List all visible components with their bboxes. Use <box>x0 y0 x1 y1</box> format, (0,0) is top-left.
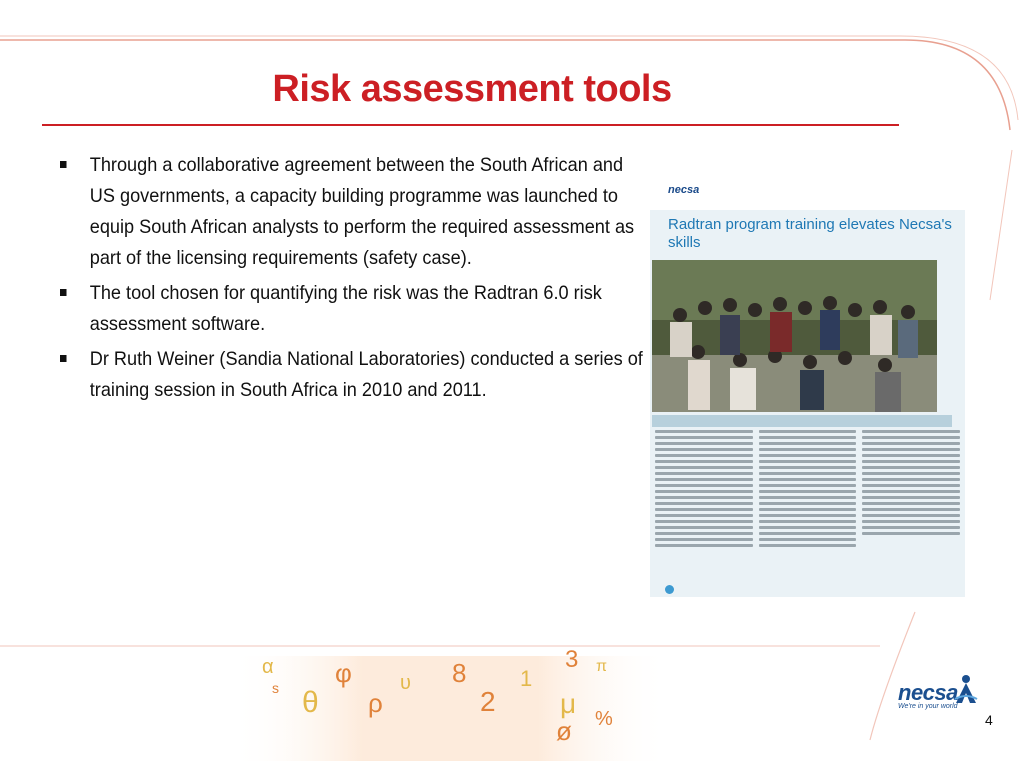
symbol-glyph: 1 <box>520 666 533 691</box>
bullet-square-icon <box>60 355 67 362</box>
symbol-glyph: 3 <box>565 646 579 673</box>
symbol-glyph: ρ <box>368 688 383 718</box>
title-underline <box>42 124 899 126</box>
newsletter-article-image <box>650 180 965 600</box>
symbol-glyph: s <box>272 680 279 696</box>
symbol-glyph: % <box>595 708 613 730</box>
page-number: 4 <box>985 712 993 728</box>
bullet-text: The tool chosen for quantifying the risk was the Radtran 6.0 risk assessment software. <box>89 282 602 335</box>
bullet-square-icon <box>60 289 67 296</box>
article-page-dot <box>665 585 674 594</box>
symbol-glyph: θ <box>302 686 319 719</box>
bullet-list <box>60 150 643 410</box>
bullet-item <box>60 344 648 406</box>
footer-symbols <box>0 636 1024 768</box>
symbol-glyph: π <box>596 658 608 675</box>
symbol-glyph: υ <box>400 672 411 694</box>
symbol-glyph: α <box>262 656 274 678</box>
article-headline: Radtran program training elevates Necsa's skills <box>668 216 952 251</box>
symbol-glyph: 2 <box>480 686 496 717</box>
bullet-item <box>60 150 648 274</box>
necsa-logo-icon <box>953 673 979 707</box>
necsa-logo-text: necsa <box>898 680 958 705</box>
symbol-glyph: φ <box>335 658 352 688</box>
symbol-glyph: ø <box>556 716 572 746</box>
bullet-square-icon <box>60 161 67 168</box>
article-body-text <box>655 430 960 550</box>
article-logo: necsa <box>668 184 700 196</box>
symbol-glyph: 8 <box>452 658 467 688</box>
necsa-tagline: We're in your world <box>898 703 958 710</box>
bullet-text: Through a collaborative agreement between the South African and US governments, a capacity building programme was launched to equip South African analysts to perform the required assessment as part of the licensing requirements (safety case). <box>89 154 635 269</box>
bullet-text: Dr Ruth Weiner (Sandia National Laboratories) conducted a series of training session in South Africa in 2010 and 2011. <box>89 348 643 401</box>
slide-title: Risk assessment tools <box>272 68 672 110</box>
symbol-glyph: μ <box>560 688 577 719</box>
bullet-item <box>60 278 648 340</box>
